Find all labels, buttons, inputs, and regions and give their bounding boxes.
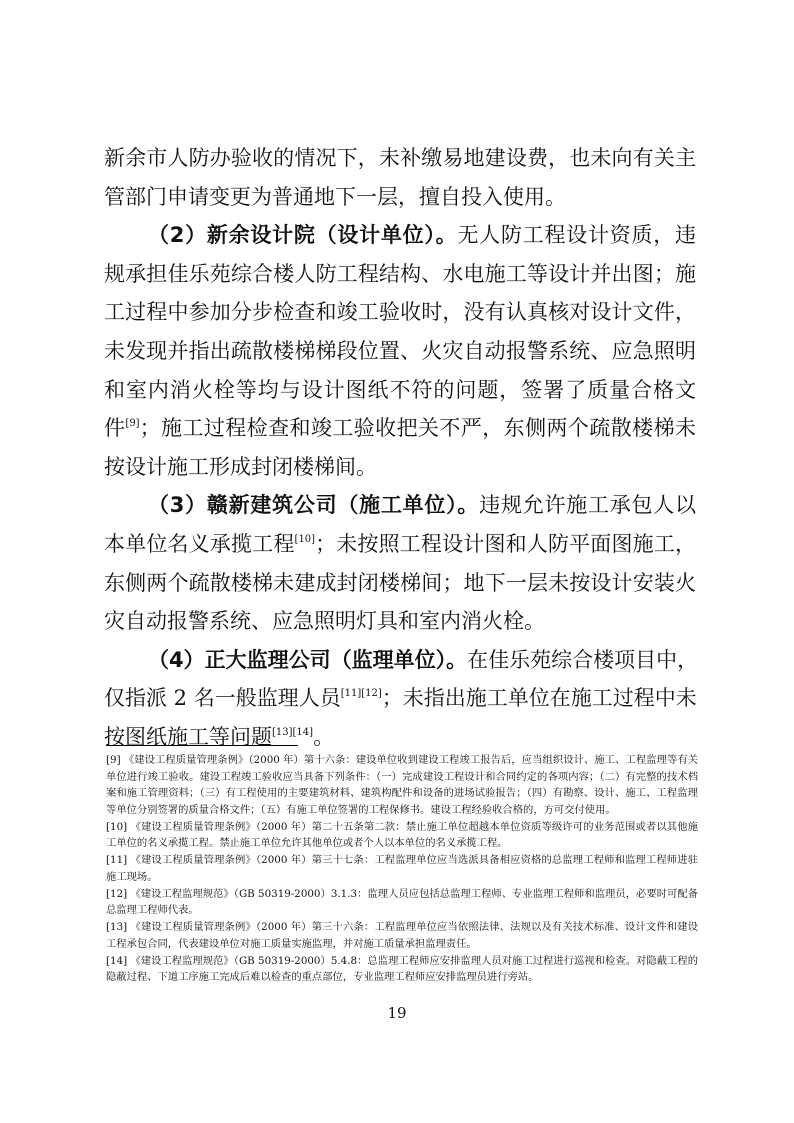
footnote-separator — [106, 745, 298, 746]
paragraph-construction-unit — [104, 486, 696, 525]
body-line: 无人防工程设计资质，违 — [457, 223, 696, 248]
body-text — [104, 139, 699, 757]
body-text-fragment: 件 — [104, 416, 126, 441]
footnote-12: [12] 《建设工程监理规范》（GB 50319-2000）3.1.3：监理人员应包括总监理工程师、专业监理工程师和监理员，必要时可配备总监理工程师代表。 — [106, 887, 698, 916]
body-text-fragment: 。 — [313, 724, 335, 749]
footnote-13: [13] 《建设工程质量管理条例》（2000 年）第三十六条：工程监理单位应当依照法律、法规以及有关技术标准、设计文件和建设工程承包合同，代表建设单位对施工质量实施监理，并对施工质量承担监理责任。 — [106, 921, 698, 950]
body-line: 新余市人防办验收的情况下，未补缴易地建设费，也未向有关主 — [104, 146, 696, 170]
body-line: 按设计施工形成封闭楼梯间。 — [104, 454, 377, 479]
paragraph-supervision-unit — [104, 641, 699, 680]
footnote-9: [9] 《建设工程质量管理条例》（2000 年）第十六条：建设单位收到建设工程竣工报告后，应当组织设计、施工、工程监理等有关单位进行竣工验收。建设工程竣工验收应当具备下列条件：（一）完成建设工程设计和合同约定的各项内容；（二）有完整的技术档案和施工管理资料；（三）有工程使用的主要建筑材料、建筑构配件和设备的进场试验报告；（四）有勘察、设计、施工、工程监理等单位分别签署的质量合格文件；（五）有施工单位签署的工程保修书。建设工程经验收合格的，方可交付使用。 — [106, 754, 698, 816]
footnote-ref: [9] — [125, 418, 140, 430]
body-line: 灾自动报警系统、应急照明灯具和室内消火栓。 — [104, 609, 545, 634]
body-line: 未发现并指出疏散楼梯梯段位置、火灾自动报警系统、应急照明 — [104, 338, 696, 363]
footnotes — [106, 752, 698, 986]
body-text-fragment: ；施工过程检查和竣工验收把关不严，东侧两个疏散楼梯未 — [139, 416, 697, 441]
footnote-10: [10] 《建设工程质量管理条例》（2000 年）第二十五条第二款：禁止施工单位超越本单位资质等级许可的业务范围或者以其他施工单位的名义承揽工程。禁止施工单位允许其他单位或者个人以本单位的名义承揽工程。 — [106, 820, 698, 849]
body-line: 东侧两个疏散楼梯未建成封闭楼梯间；地下一层未按设计安装火 — [104, 570, 696, 595]
body-line: 在佳乐苑综合楼项目中， — [467, 647, 699, 672]
body-text-fragment: ；未指出施工单位在施工过程中未 — [381, 686, 697, 711]
body-line: 和室内消火栓等均与设计图纸不符的问题，签署了质量合格文 — [104, 377, 696, 402]
body-line: 管部门申请变更为普通地下一层，擅自投入使用。 — [104, 184, 566, 209]
body-line: 工过程中参加分步检查和竣工验收时，没有认真核对设计文件， — [104, 300, 696, 325]
paragraph-heading: （3）赣新建筑公司（施工单位）。 — [148, 493, 480, 518]
body-line-with-footnote — [104, 525, 696, 564]
footnote-14: [14] 《建设工程监理规范》（GB 50319-2000）5.4.8：总监理工程师应安排监理人员对施工过程进行巡视和检查。对隐蔽工程的隐蔽过程、下道工序施工完成后难以检查的重点部位，专业监理工程师应安排监理员进行旁站。 — [106, 954, 698, 983]
body-text-fragment: 仅指派 2 名一般监理人员 — [104, 686, 341, 711]
paragraph-heading: （2）新余设计院（设计单位）。 — [148, 223, 458, 248]
body-line-with-footnote — [104, 718, 696, 757]
page-number: 19 — [387, 1004, 407, 1022]
body-line-with-footnote — [104, 679, 696, 718]
footnote-ref: [13][14] — [272, 726, 314, 738]
body-text-fragment: 按图纸施工等问题 — [104, 724, 272, 749]
body-line-with-footnote — [104, 409, 696, 448]
body-text-fragment: ；未按照工程设计图和人防平面图施工， — [315, 531, 696, 556]
body-line: 规承担佳乐苑综合楼人防工程结构、水电施工等设计并出图；施 — [104, 261, 696, 286]
footnote-11: [11] 《建设工程质量管理条例》（2000 年）第三十七条：工程监理单位应当选派具备相应资格的总监理工程师和监理工程师进驻施工现场。 — [106, 854, 698, 883]
paragraph-heading: （4）正大监理公司（监理单位）。 — [148, 647, 468, 672]
footnote-ref: [11][12] — [340, 688, 382, 700]
footnote-ref: [10] — [294, 533, 316, 545]
paragraph-design-unit — [104, 216, 696, 255]
body-text-fragment: 本单位名义承揽工程 — [104, 531, 295, 556]
body-line: 违规允许施工承包人以 — [479, 493, 696, 518]
